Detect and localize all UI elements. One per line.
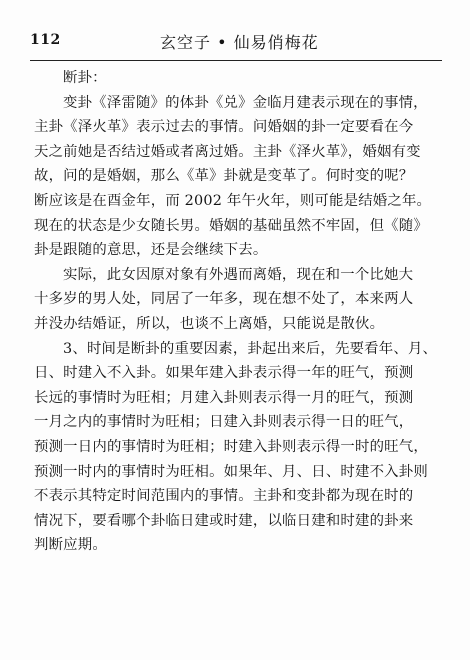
text-line: 卦是跟随的意思，还是会继续下去。 [34,242,268,259]
page-header [30,30,442,58]
text-line: 主卦《泽火革》表示过去的事情。问婚姻的卦一定要看在今 [34,119,414,136]
text-line: 变卦《泽雷随》的体卦《兑》金临月建表示现在的事情， [63,94,428,111]
text-line: 长远的事情时为旺相；月建入卦则表示得一月的旺气，预测 [34,389,414,406]
page-number: 112 [30,32,61,48]
text-line: 日、时建入不入卦。如果年建入卦表示得一年的旺气，预测 [34,365,414,382]
body-text [34,66,440,558]
text-line: 并没办结婚证，所以，也谈不上离婚，只能说是散伙。 [34,315,385,332]
text-line: 不表示其特定时间范围内的事情。主卦和变卦都为现在时的 [34,488,414,505]
text-line: 十多岁的男人处，同居了一年多，现在想不处了，本来两人 [34,291,414,308]
running-title: 玄空子 • 仙易俏梅花 [160,33,319,52]
text-line: 3、时间是断卦的重要因素，卦起出来后，先要看年、月、 [63,340,438,357]
text-line: 现在的状态是少女随长男。婚姻的基础虽然不牢固，但《随》 [34,217,428,234]
text-line: 实际，此女因原对象有外遇而离婚，现在和一个比她大 [63,266,414,283]
text-line: 情况下，要看哪个卦临日建或时建，以临日建和时建的卦来 [34,512,414,529]
header-rule [30,60,442,61]
text-line: 故，问的是婚姻，那么《革》卦就是变革了。何时变的呢？ [34,168,414,185]
text-line: 预测一时内的事情时为旺相。如果年、月、日、时建不入卦则 [34,463,428,480]
section-heading: 断卦： [63,70,107,86]
text-line: 断应该是在酉金年，而 2002 年午火年，则可能是结婚之年。 [34,192,432,209]
text-line: 一月之内的事情时为旺相；日建入卦则表示得一日的旺气， [34,414,414,431]
text-line: 判断应期。 [34,537,107,554]
text-line: 预测一日内的事情时为旺相；时建入卦则表示得一时的旺气， [34,438,428,455]
text-line: 天之前她是否结过婚或者离过婚。主卦《泽火革》，婚姻有变 [34,143,421,160]
